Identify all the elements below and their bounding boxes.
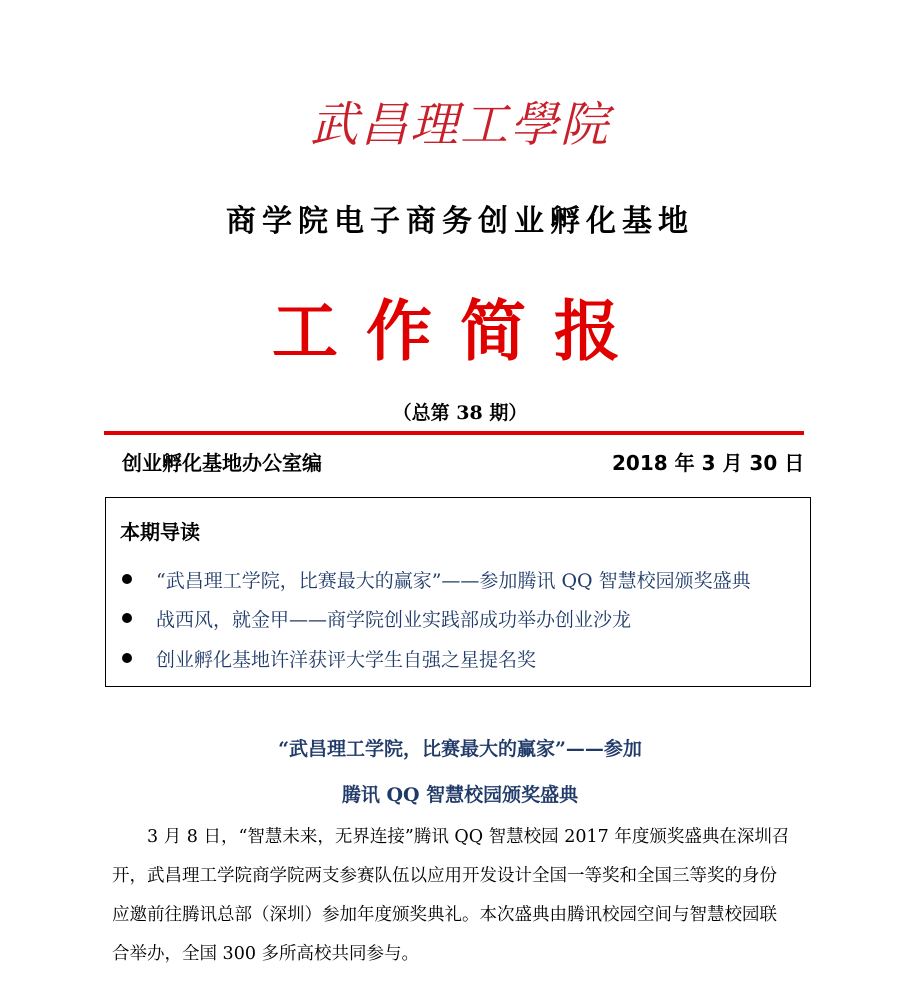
toc-heading: 本期导读	[120, 520, 200, 544]
issue-number: （总第 38 期）	[392, 402, 528, 424]
article-paragraph-line: 应邀前往腾讯总部（深圳）参加年度颁奖典礼。本次盛典由腾讯校园空间与智慧校园联	[112, 905, 777, 925]
article-title-line1: “武昌理工学院，比赛最大的赢家”——参加	[278, 738, 642, 760]
toc-item[interactable]	[118, 564, 751, 594]
article-title-line2: 腾讯 QQ 智慧校园颁奖盛典	[341, 784, 579, 806]
bullet-icon	[122, 653, 132, 663]
toc-item[interactable]	[118, 603, 631, 633]
base-name: 商学院电子商务创业孵化基地	[226, 204, 694, 239]
toc-item-label: “武昌理工学院，比赛最大的赢家”——参加腾讯 QQ 智慧校园颁奖盛典	[156, 569, 751, 592]
bullet-icon	[122, 613, 132, 623]
red-divider	[104, 431, 804, 435]
article-paragraph-line: 3 月 8 日，“智慧未来，无界连接”腾讯 QQ 智慧校园 2017 年度颁奖盛典在深圳召	[112, 827, 790, 847]
editor-line: 创业孵化基地办公室编	[122, 451, 322, 475]
toc-item[interactable]	[118, 643, 536, 673]
issue-date: 2018 年 3 月 30 日	[612, 451, 805, 475]
toc-item-label: 创业孵化基地许洋获评大学生自强之星提名奖	[156, 648, 537, 671]
table-of-contents	[105, 497, 811, 687]
article-paragraph-line: 合举办，全国 300 多所高校共同参与。	[112, 944, 420, 964]
toc-item-label: 战西风，就金甲——商学院创业实践部成功举办创业沙龙	[156, 608, 632, 631]
article-paragraph-line: 开，武昌理工学院商学院两支参赛队伍以应用开发设计全国一等奖和全国三等奖的身份	[112, 866, 777, 886]
school-name-calligraphy: 武昌理工學院	[309, 97, 610, 153]
bullet-icon	[122, 574, 132, 584]
bulletin-title: 工作简报	[272, 292, 648, 370]
